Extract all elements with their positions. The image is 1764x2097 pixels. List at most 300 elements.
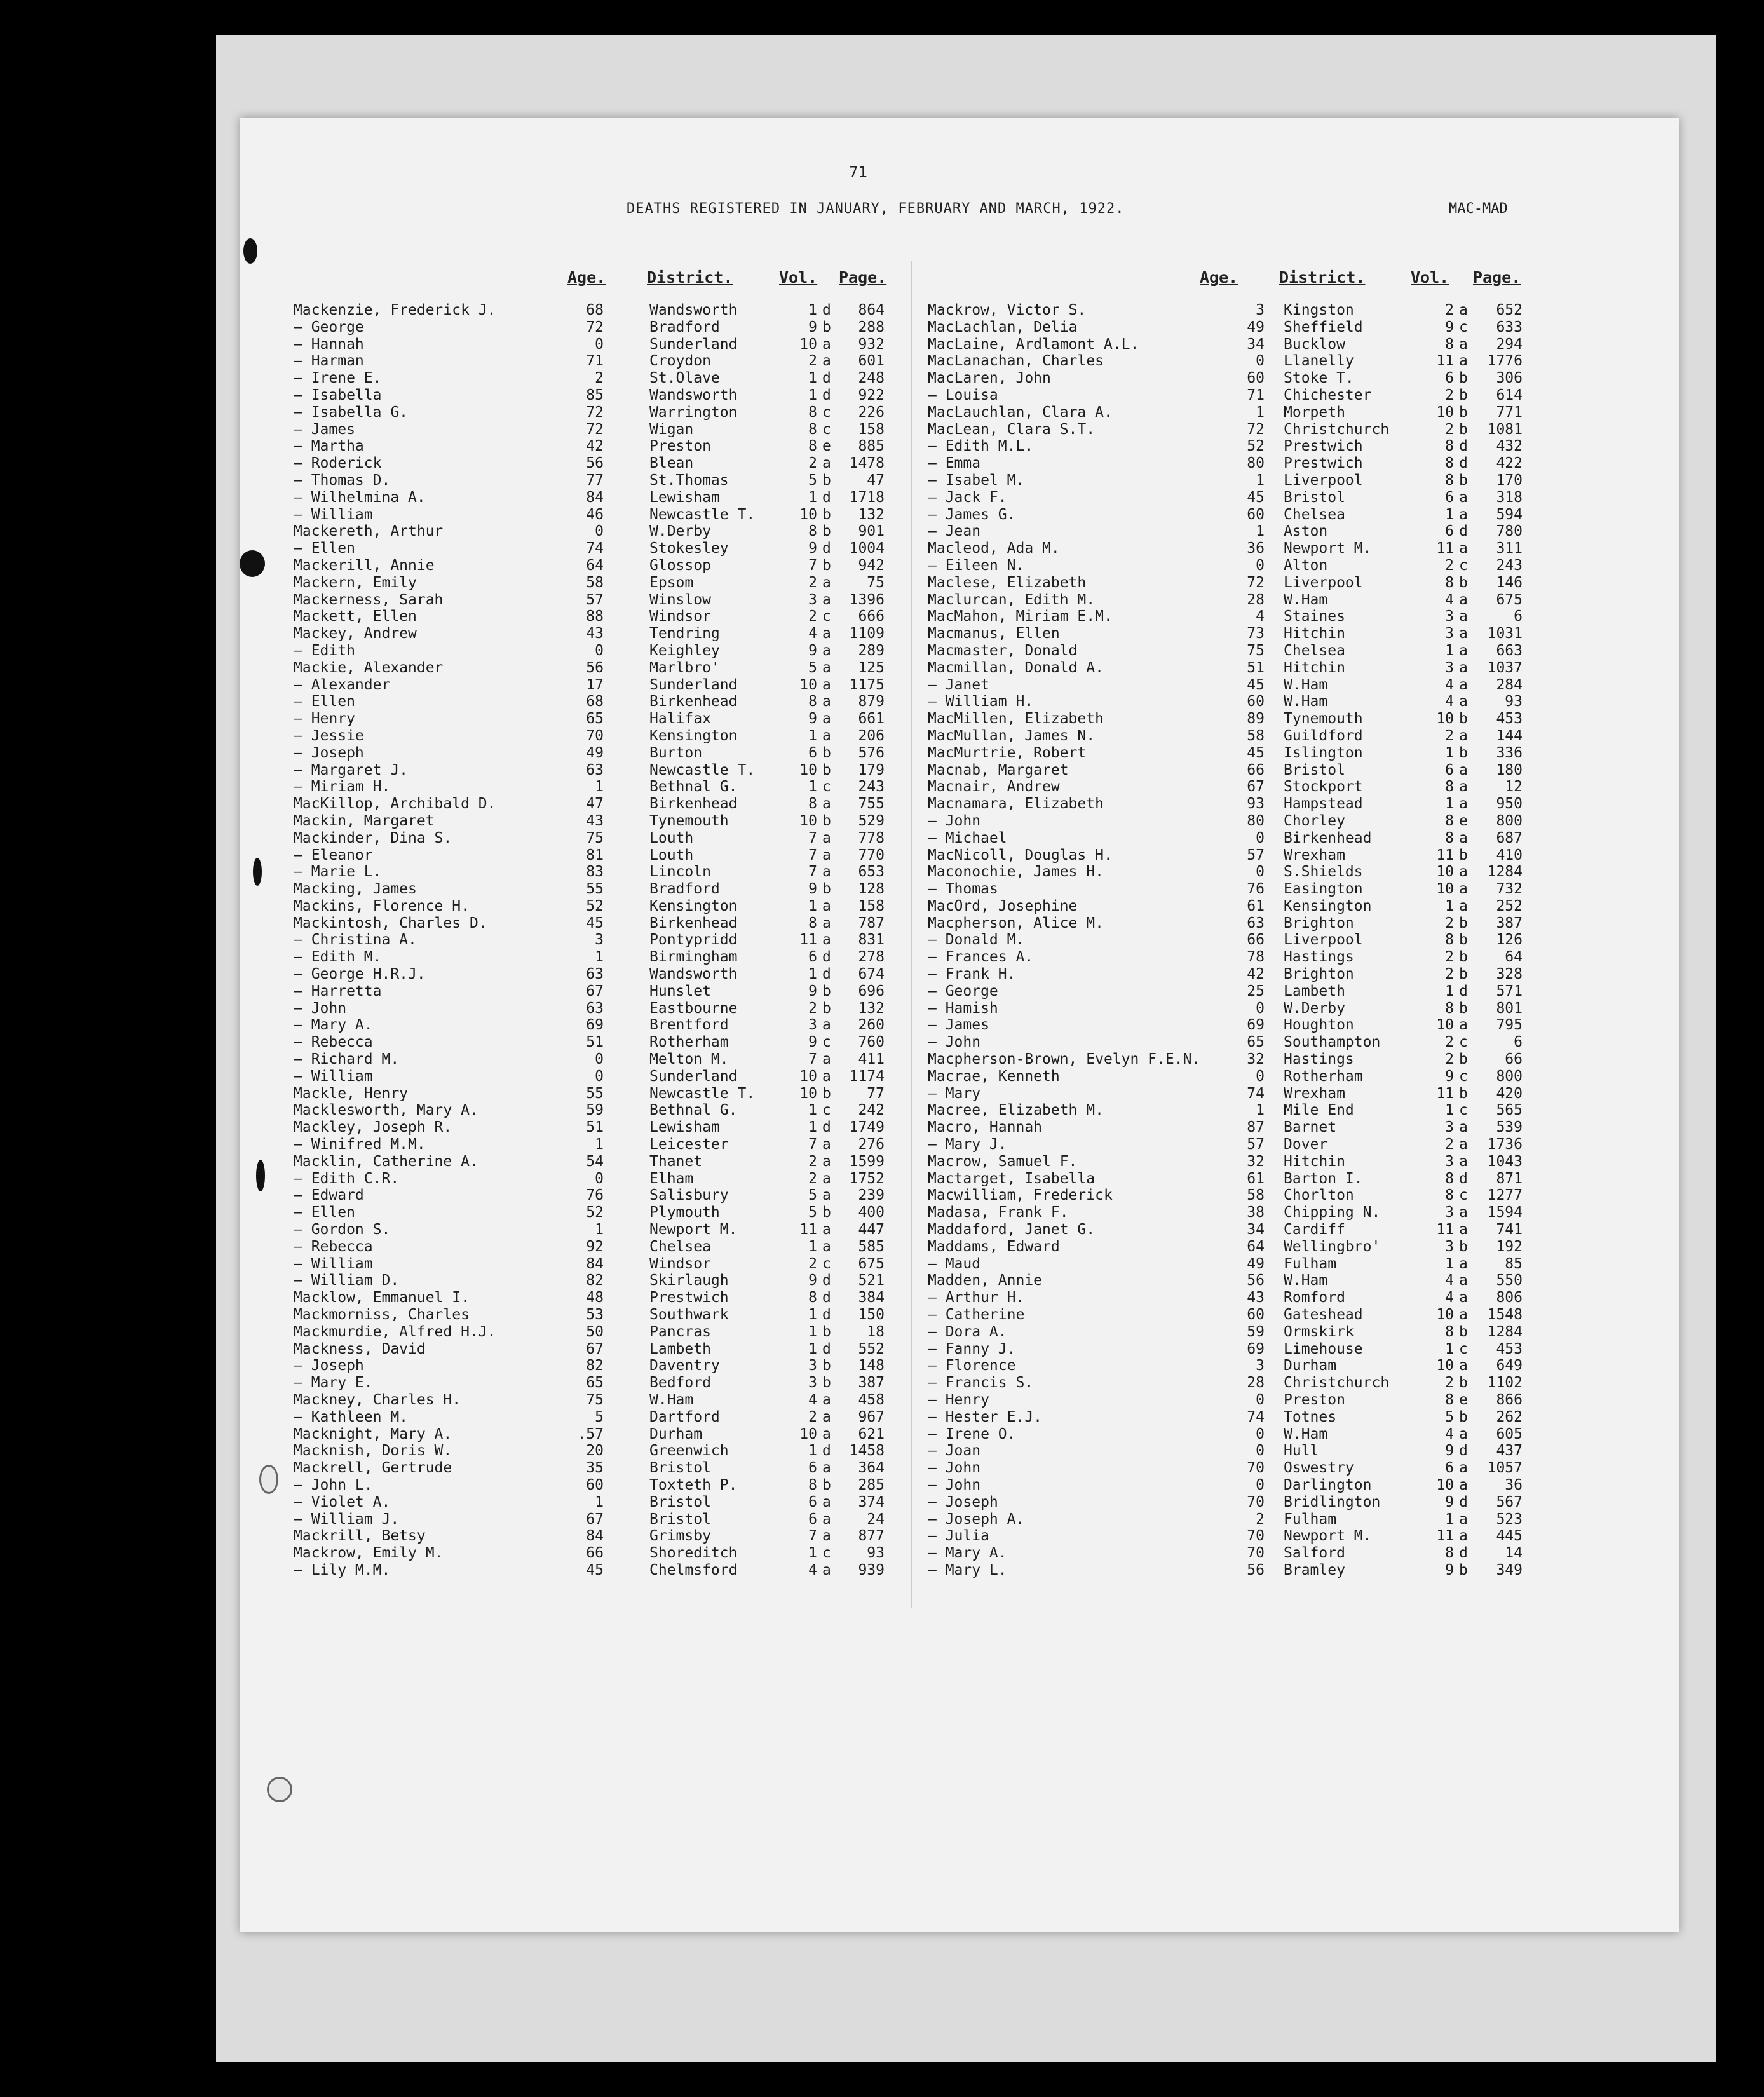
entry-volume-letter: b <box>822 1374 831 1392</box>
register-entry <box>294 813 891 830</box>
entry-district: Oswestry <box>1284 1460 1354 1477</box>
entry-district: Wandsworth <box>649 966 738 983</box>
entry-name: — Florence <box>928 1357 1016 1374</box>
entry-page: 666 <box>858 608 885 625</box>
entry-name: — Donald M. <box>928 932 1025 949</box>
register-entry <box>928 1239 1563 1256</box>
entry-name: — Jack F. <box>928 489 1007 506</box>
register-entry <box>294 523 891 540</box>
entry-name: — Edith M.L. <box>928 438 1034 455</box>
entry-name: — Frances A. <box>928 949 1034 966</box>
entry-age: 60 <box>1247 370 1265 387</box>
entry-age: 76 <box>1247 881 1265 898</box>
register-entry <box>928 693 1563 710</box>
register-entry <box>294 1289 891 1306</box>
entry-volume: 8 <box>1445 829 1454 846</box>
entry-volume-letter: b <box>1459 1238 1468 1255</box>
register-entry <box>294 1221 891 1239</box>
entry-age: 20 <box>586 1442 604 1460</box>
register-entry <box>928 1562 1563 1579</box>
entry-name: Mackereth, Arthur <box>294 523 444 540</box>
entry-district: Southwark <box>649 1306 729 1324</box>
register-entry <box>928 983 1563 1000</box>
entry-page: 192 <box>1496 1238 1523 1255</box>
entry-age: 49 <box>1247 318 1265 336</box>
register-entry <box>294 506 891 524</box>
entry-volume-letter: a <box>822 659 831 676</box>
entry-age: 3 <box>1256 302 1265 318</box>
page-header: Page. <box>1473 268 1521 287</box>
entry-age: 49 <box>1247 1255 1265 1272</box>
entry-page: 1109 <box>849 625 885 642</box>
entry-name: Mackerill, Annie <box>294 557 435 574</box>
register-entry <box>928 710 1563 728</box>
register-entry <box>928 540 1563 557</box>
entry-name: — Margaret J. <box>294 761 409 778</box>
entry-age: 34 <box>1247 336 1265 353</box>
entry-name: Mackey, Andrew <box>294 625 417 642</box>
entry-volume-letter: a <box>822 897 831 914</box>
entry-volume-letter: a <box>1459 1272 1468 1289</box>
entry-name: — Louisa <box>928 386 998 404</box>
entry-district: W.Derby <box>649 523 711 540</box>
entry-district: Sunderland <box>649 676 738 693</box>
punch-hole <box>256 1160 265 1191</box>
entry-district: Louth <box>649 829 694 846</box>
entry-name: Mackins, Florence H. <box>294 897 470 914</box>
entry-name: Maconochie, James H. <box>928 864 1104 881</box>
entry-age: 78 <box>1247 949 1265 966</box>
entry-volume-letter: b <box>822 472 831 489</box>
punch-hole <box>240 550 265 577</box>
entry-district: Bristol <box>649 1510 711 1528</box>
entry-name: MacLaine, Ardlamont A.L. <box>928 336 1139 353</box>
entry-volume: 2 <box>1445 421 1454 438</box>
entry-page: 939 <box>858 1561 885 1578</box>
entry-volume: 8 <box>1445 472 1454 489</box>
entry-page: 180 <box>1496 761 1523 778</box>
entry-district: W.Derby <box>1284 1000 1345 1017</box>
entry-district: Plymouth <box>649 1204 720 1221</box>
entry-name: — Isabel M. <box>928 472 1025 489</box>
entry-age: 1 <box>595 949 604 966</box>
entry-district: Bristol <box>649 1460 711 1477</box>
entry-volume: 9 <box>1445 318 1454 336</box>
entry-district: Liverpool <box>1284 932 1363 949</box>
entry-name: Macree, Elizabeth M. <box>928 1102 1104 1119</box>
entry-page: 374 <box>858 1493 885 1510</box>
entry-name: Macnab, Margaret <box>928 761 1069 778</box>
entry-page: 14 <box>1505 1545 1523 1562</box>
entry-volume: 2 <box>808 1153 817 1170</box>
entry-page: 760 <box>858 1034 885 1051</box>
register-entry <box>928 1068 1563 1085</box>
entry-page: 1031 <box>1487 625 1523 642</box>
entry-page: 1736 <box>1487 1136 1523 1153</box>
entry-age: 80 <box>1247 455 1265 472</box>
entry-age: 45 <box>586 914 604 932</box>
entry-age: 77 <box>586 472 604 489</box>
register-entry <box>294 336 891 353</box>
register-entry <box>294 1409 891 1426</box>
entry-age: 70 <box>1247 1460 1265 1477</box>
vol-header: Vol. <box>1411 268 1449 287</box>
entry-page: 866 <box>1496 1392 1523 1408</box>
register-entry <box>294 915 891 932</box>
register-entry <box>294 745 891 762</box>
entry-volume-letter: a <box>1459 897 1468 914</box>
entry-name: MacKillop, Archibald D. <box>294 796 496 813</box>
entry-name: — Roderick <box>294 455 382 472</box>
entry-name: Madden, Annie <box>928 1272 1043 1289</box>
entry-page: 1458 <box>849 1442 885 1460</box>
entry-volume: 3 <box>1445 1119 1454 1136</box>
entry-district: S.Shields <box>1284 864 1363 881</box>
register-entry <box>294 370 891 387</box>
entry-district: Southampton <box>1284 1034 1381 1051</box>
entry-volume-letter: d <box>1459 1493 1468 1510</box>
entry-age: 56 <box>586 659 604 676</box>
entry-volume: 4 <box>808 1561 817 1578</box>
entry-volume-letter: b <box>1459 1374 1468 1392</box>
entry-name: — Winifred M.M. <box>294 1136 426 1153</box>
entry-volume-letter: a <box>822 1425 831 1442</box>
entry-age: 0 <box>595 336 604 353</box>
entry-volume-letter: b <box>822 557 831 574</box>
entry-age: 88 <box>586 608 604 625</box>
entry-age: 0 <box>595 523 604 540</box>
register-entry <box>294 1034 891 1051</box>
entry-district: Thanet <box>649 1153 703 1170</box>
entry-district: Birkenhead <box>1284 829 1372 846</box>
entry-name: — John <box>294 1000 347 1017</box>
entry-district: Wigan <box>649 421 694 438</box>
register-entry <box>294 762 891 779</box>
entry-age: 84 <box>586 1528 604 1545</box>
entry-age: 60 <box>1247 1306 1265 1324</box>
entry-volume-letter: b <box>1459 1561 1468 1578</box>
entry-name: — Henry <box>928 1392 989 1408</box>
entry-age: 0 <box>595 1051 604 1068</box>
entry-district: Pontypridd <box>649 932 738 949</box>
entry-age: 82 <box>586 1272 604 1289</box>
entry-volume-letter: a <box>1459 1460 1468 1477</box>
register-entry <box>294 1153 891 1171</box>
entry-age: 35 <box>586 1460 604 1477</box>
entry-volume-letter: a <box>822 1460 831 1477</box>
entry-volume-letter: b <box>1459 404 1468 421</box>
register-entry <box>294 1460 891 1477</box>
entry-age: 1 <box>1256 1102 1265 1119</box>
entry-district: Birkenhead <box>649 914 738 932</box>
entry-age: 1 <box>595 1136 604 1153</box>
entry-age: 63 <box>1247 914 1265 932</box>
entry-name: Macmaster, Donald <box>928 642 1078 659</box>
entry-volume: 8 <box>1445 1545 1454 1562</box>
entry-volume: 7 <box>808 1528 817 1545</box>
entry-age: 67 <box>1247 778 1265 796</box>
entry-name: — William H. <box>928 693 1034 710</box>
name-range: MAC-MAD <box>1449 201 1508 217</box>
entry-volume: 3 <box>1445 1204 1454 1221</box>
register-entry <box>928 489 1563 506</box>
entry-name: Mackley, Joseph R. <box>294 1119 452 1136</box>
entry-volume: 10 <box>799 676 817 693</box>
entry-volume: 1 <box>1445 1340 1454 1357</box>
entry-volume: 9 <box>808 982 817 1000</box>
entry-age: 54 <box>586 1153 604 1170</box>
entry-age: 83 <box>586 864 604 881</box>
entry-district: Pancras <box>649 1323 711 1340</box>
entry-district: Prestwich <box>1284 438 1363 455</box>
register-entry <box>928 915 1563 932</box>
register-entry <box>294 1102 891 1119</box>
register-entry <box>928 387 1563 404</box>
entry-volume-letter: a <box>1459 864 1468 881</box>
entry-volume-letter: a <box>822 1017 831 1034</box>
entry-volume: 1 <box>808 1340 817 1357</box>
entry-age: 34 <box>1247 1221 1265 1239</box>
entry-page: 901 <box>858 523 885 540</box>
register-entry <box>928 932 1563 949</box>
entry-volume-letter: a <box>1459 1136 1468 1153</box>
entry-volume-letter: c <box>1459 1187 1468 1204</box>
entry-district: Stokesley <box>649 540 729 557</box>
entry-age: 69 <box>586 1017 604 1034</box>
entry-volume: 9 <box>808 881 817 898</box>
entry-name: — John <box>928 1034 981 1051</box>
entry-name: — Henry <box>294 710 355 728</box>
entry-volume: 2 <box>808 608 817 625</box>
entry-volume: 10 <box>1436 1476 1454 1493</box>
entry-age: 52 <box>1247 438 1265 455</box>
register-entry <box>928 660 1563 677</box>
register-entry <box>928 608 1563 625</box>
entry-volume: 2 <box>1445 966 1454 983</box>
entry-volume-letter: a <box>822 455 831 472</box>
entry-page: 294 <box>1496 336 1523 353</box>
entry-volume-letter: d <box>1459 455 1468 472</box>
entry-age: 2 <box>1256 1510 1265 1528</box>
entry-page: 780 <box>1496 523 1523 540</box>
entry-district: Greenwich <box>649 1442 729 1460</box>
entry-volume-letter: a <box>822 1238 831 1255</box>
entry-age: 55 <box>586 1085 604 1102</box>
entry-volume: 1 <box>808 1442 817 1460</box>
entry-page: 529 <box>858 812 885 829</box>
register-entry <box>294 830 891 847</box>
entry-volume: 8 <box>1445 1170 1454 1187</box>
entry-district: Wrexham <box>1284 846 1345 864</box>
entry-age: 59 <box>1247 1323 1265 1340</box>
register-entry <box>294 949 891 966</box>
entry-page: 652 <box>1496 302 1523 318</box>
entry-volume-letter: c <box>822 1034 831 1051</box>
entry-district: Liverpool <box>1284 574 1363 591</box>
entry-volume: 8 <box>808 1289 817 1306</box>
entry-name: Mackintosh, Charles D. <box>294 914 487 932</box>
entry-name: — Frank H. <box>928 966 1016 983</box>
entry-district: Kensington <box>649 727 738 744</box>
entry-page: 128 <box>858 881 885 898</box>
entry-district: Birkenhead <box>649 693 738 710</box>
entry-district: Aston <box>1284 523 1328 540</box>
entry-page: 663 <box>1496 642 1523 659</box>
register-entry <box>928 1545 1563 1562</box>
entry-name: — Rebecca <box>294 1238 373 1255</box>
entry-page: 879 <box>858 693 885 710</box>
entry-age: 74 <box>1247 1408 1265 1425</box>
entry-page: 458 <box>858 1392 885 1408</box>
register-entry <box>294 1017 891 1034</box>
entry-page: 262 <box>1496 1408 1523 1425</box>
entry-page: 877 <box>858 1528 885 1545</box>
entry-district: Bramley <box>1284 1561 1345 1578</box>
entry-name: — Joan <box>928 1442 981 1460</box>
entry-age: 1 <box>1256 404 1265 421</box>
entry-district: Lambeth <box>649 1340 711 1357</box>
entry-age: 0 <box>1256 1068 1265 1085</box>
entry-volume: 9 <box>808 1034 817 1051</box>
entry-age: 93 <box>1247 796 1265 813</box>
register-entry <box>294 642 891 660</box>
entry-volume: 1 <box>808 897 817 914</box>
entry-volume-letter: a <box>1459 829 1468 846</box>
entry-page: 696 <box>858 982 885 1000</box>
entry-volume-letter: b <box>822 744 831 761</box>
entry-volume-letter: b <box>822 1085 831 1102</box>
entry-district: Wandsworth <box>649 302 738 318</box>
entry-age: 70 <box>586 727 604 744</box>
entry-volume: 11 <box>799 1221 817 1239</box>
register-entry <box>294 778 891 796</box>
entry-page: 364 <box>858 1460 885 1477</box>
register-entry <box>294 353 891 370</box>
entry-page: 349 <box>1496 1561 1523 1578</box>
entry-volume-letter: d <box>1459 438 1468 455</box>
register-entry <box>928 1409 1563 1426</box>
entry-district: Toxteth P. <box>649 1476 738 1493</box>
register-entry <box>928 1272 1563 1289</box>
entry-page: 318 <box>1496 489 1523 506</box>
entry-volume: 1 <box>808 370 817 387</box>
entry-name: — Joseph <box>928 1493 998 1510</box>
entry-age: 0 <box>595 1068 604 1085</box>
entry-page: 132 <box>858 506 885 523</box>
entry-name: Macrow, Samuel F. <box>928 1153 1078 1170</box>
register-entry <box>928 728 1563 745</box>
entry-volume: 8 <box>808 421 817 438</box>
register-entry <box>294 404 891 421</box>
entry-volume-letter: a <box>822 1170 831 1187</box>
entry-page: 755 <box>858 796 885 813</box>
register-entry <box>294 660 891 677</box>
entry-volume: 10 <box>799 761 817 778</box>
entry-name: MacLaren, John <box>928 370 1051 387</box>
entry-name: — Joseph A. <box>928 1510 1025 1528</box>
entry-page: 453 <box>1496 710 1523 728</box>
entry-page: 732 <box>1496 881 1523 898</box>
entry-page: 585 <box>858 1238 885 1255</box>
entry-volume: 2 <box>808 455 817 472</box>
register-entry <box>294 1171 891 1188</box>
register-entry <box>928 336 1563 353</box>
entry-age: 67 <box>586 1510 604 1528</box>
entry-volume-letter: b <box>822 506 831 523</box>
entry-page: 550 <box>1496 1272 1523 1289</box>
entry-volume-letter: b <box>822 881 831 898</box>
entry-page: 565 <box>1496 1102 1523 1119</box>
entry-name: Mackmurdie, Alfred H.J. <box>294 1323 496 1340</box>
entry-district: Bethnal G. <box>649 1102 738 1119</box>
entry-volume-letter: b <box>1459 1085 1468 1102</box>
entry-district: Tynemouth <box>649 812 729 829</box>
entry-age: 57 <box>1247 1136 1265 1153</box>
entry-page: 66 <box>1505 1051 1523 1068</box>
entry-age: 87 <box>1247 1119 1265 1136</box>
entry-page: 621 <box>858 1425 885 1442</box>
entry-age: 74 <box>1247 1085 1265 1102</box>
register-entry <box>928 898 1563 915</box>
register-entry <box>294 574 891 592</box>
entry-age: 64 <box>586 557 604 574</box>
entry-name: — Rebecca <box>294 1034 373 1051</box>
entry-volume-letter: b <box>1459 949 1468 966</box>
entry-district: Croydon <box>649 353 711 370</box>
entry-volume-letter: a <box>822 1153 831 1170</box>
entry-age: 75 <box>586 829 604 846</box>
entry-page: 158 <box>858 897 885 914</box>
entry-volume: 6 <box>808 1460 817 1477</box>
register-entry <box>294 1204 891 1221</box>
register-entry <box>294 1426 891 1443</box>
entry-volume-letter: d <box>822 1340 831 1357</box>
entry-volume-letter: a <box>1459 693 1468 710</box>
entry-page: 150 <box>858 1306 885 1324</box>
entry-volume-letter: b <box>822 982 831 1000</box>
entry-volume: 5 <box>1445 1408 1454 1425</box>
register-entry <box>294 1000 891 1017</box>
entry-volume-letter: a <box>1459 1204 1468 1221</box>
entry-volume: 8 <box>808 914 817 932</box>
entry-district: W.Ham <box>1284 693 1328 710</box>
entry-volume: 11 <box>1436 1085 1454 1102</box>
entry-age: 51 <box>586 1119 604 1136</box>
entry-volume-letter: e <box>1459 812 1468 829</box>
entry-name: Mackrill, Betsy <box>294 1528 426 1545</box>
entry-page: 278 <box>858 949 885 966</box>
entry-page: 614 <box>1496 386 1523 404</box>
entry-volume-letter: a <box>822 710 831 728</box>
entry-page: 1752 <box>849 1170 885 1187</box>
register-entry <box>928 796 1563 813</box>
register-entry <box>928 370 1563 387</box>
entry-age: 42 <box>1247 966 1265 983</box>
entry-district: Wrexham <box>1284 1085 1345 1102</box>
entry-volume: 11 <box>1436 1221 1454 1239</box>
entry-volume: 7 <box>808 557 817 574</box>
entry-age: 82 <box>586 1357 604 1374</box>
entry-volume: 6 <box>808 1493 817 1510</box>
entry-district: Melton M. <box>649 1051 729 1068</box>
register-entry <box>928 592 1563 609</box>
entry-volume: 4 <box>1445 591 1454 608</box>
register-entry <box>928 1187 1563 1204</box>
entry-page: 148 <box>858 1357 885 1374</box>
entry-name: — Julia <box>928 1528 989 1545</box>
entry-name: Madasa, Frank F. <box>928 1204 1069 1221</box>
register-entry <box>928 1000 1563 1017</box>
